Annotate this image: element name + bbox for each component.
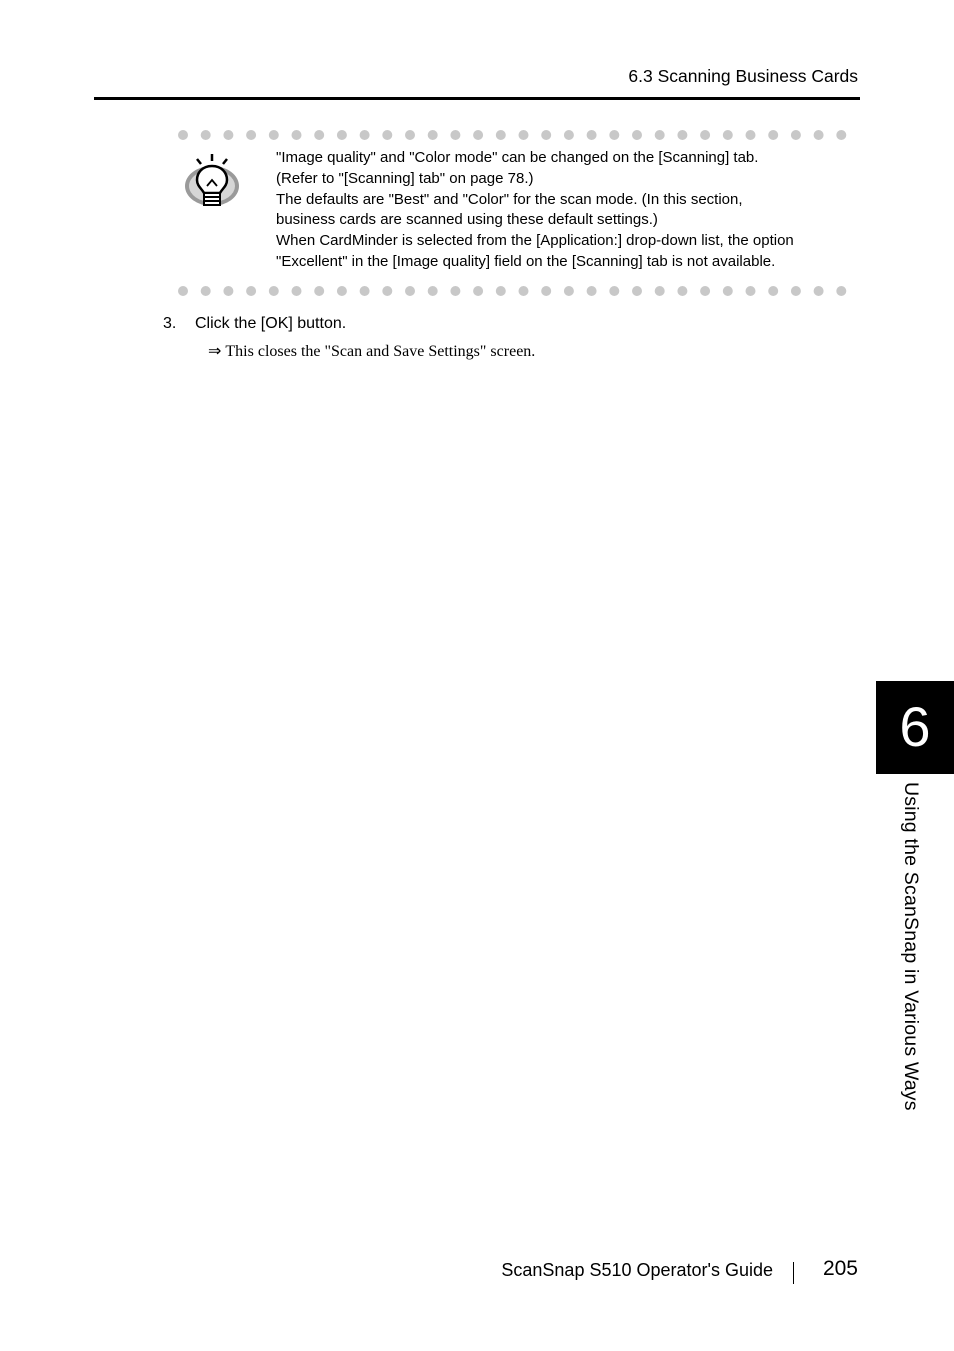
step-result xyxy=(208,341,535,361)
border-dot xyxy=(677,130,687,140)
border-dot xyxy=(314,286,324,296)
border-dot xyxy=(609,130,619,140)
border-dot xyxy=(632,130,642,140)
hint-text xyxy=(276,148,854,273)
border-dot xyxy=(405,130,415,140)
border-dot xyxy=(587,130,597,140)
page-number: 205 xyxy=(822,1257,858,1280)
border-dot xyxy=(337,286,347,296)
border-dot xyxy=(360,286,370,296)
border-dot xyxy=(836,130,846,140)
footer-guide-title: ScanSnap S510 Operator's Guide xyxy=(501,1260,773,1280)
border-dot xyxy=(496,130,506,140)
border-dot xyxy=(814,286,824,296)
border-dot xyxy=(337,130,347,140)
border-dot xyxy=(382,130,392,140)
border-dot xyxy=(246,130,256,140)
border-dot xyxy=(519,286,529,296)
border-dot xyxy=(655,286,665,296)
hint-line: "Excellent" in the [Image quality] field on the [Scanning] tab is not available. xyxy=(276,252,776,270)
border-dot xyxy=(360,130,370,140)
border-dot xyxy=(564,286,574,296)
step-3 xyxy=(163,315,346,333)
border-dot xyxy=(609,286,619,296)
hint-bottom-dotted-border xyxy=(178,285,853,297)
border-dot xyxy=(496,286,506,296)
border-dot xyxy=(814,130,824,140)
border-dot xyxy=(201,286,211,296)
border-dot xyxy=(223,130,233,140)
border-dot xyxy=(201,130,211,140)
border-dot xyxy=(723,130,733,140)
step-text: Click the [OK] button. xyxy=(195,315,347,332)
border-dot xyxy=(428,286,438,296)
border-dot xyxy=(450,286,460,296)
chapter-number: 6 xyxy=(899,695,931,758)
border-dot xyxy=(292,286,302,296)
hint-line: (Refer to "[Scanning] tab" on page 78.) xyxy=(276,169,534,187)
border-dot xyxy=(269,286,279,296)
border-dot xyxy=(519,130,529,140)
section-title: 6.3 Scanning Business Cards xyxy=(628,66,858,86)
border-dot xyxy=(292,130,302,140)
border-dot xyxy=(791,286,801,296)
border-dot xyxy=(564,130,574,140)
border-dot xyxy=(746,130,756,140)
hint-line: "Image quality" and "Color mode" can be changed on the [Scanning] tab. xyxy=(276,149,759,166)
hint-line: The defaults are "Best" and "Color" for the scan mode. (In this section, xyxy=(276,190,743,208)
border-dot xyxy=(246,286,256,296)
border-dot xyxy=(768,286,778,296)
hint-lightbulb-icon xyxy=(182,152,242,212)
border-dot xyxy=(700,286,710,296)
result-arrow-icon: ⇒ xyxy=(208,343,222,360)
header-rule xyxy=(94,97,860,100)
border-dot xyxy=(655,130,665,140)
border-dot xyxy=(223,286,233,296)
hint-top-dotted-border xyxy=(178,129,853,141)
border-dot xyxy=(768,130,778,140)
border-dot xyxy=(269,130,279,140)
border-dot xyxy=(791,130,801,140)
result-text: This closes the "Scan and Save Settings" screen. xyxy=(225,343,536,360)
step-number: 3. xyxy=(163,315,177,332)
border-dot xyxy=(473,286,483,296)
hint-line: When CardMinder is selected from the [Application:] drop-down list, the option xyxy=(276,232,794,250)
border-dot xyxy=(700,130,710,140)
chapter-title: Using the ScanSnap in Various Ways xyxy=(900,782,922,1111)
border-dot xyxy=(632,286,642,296)
border-dot xyxy=(587,286,597,296)
border-dot xyxy=(746,286,756,296)
border-dot xyxy=(450,130,460,140)
hint-line: business cards are scanned using these default settings.) xyxy=(276,211,658,229)
border-dot xyxy=(836,286,846,296)
border-dot xyxy=(428,130,438,140)
border-dot xyxy=(723,286,733,296)
border-dot xyxy=(541,286,551,296)
footer-separator xyxy=(793,1262,794,1284)
border-dot xyxy=(405,286,415,296)
border-dot xyxy=(541,130,551,140)
border-dot xyxy=(314,130,324,140)
chapter-tab xyxy=(876,681,954,774)
border-dot xyxy=(178,130,188,140)
border-dot xyxy=(473,130,483,140)
border-dot xyxy=(178,286,188,296)
border-dot xyxy=(382,286,392,296)
border-dot xyxy=(677,286,687,296)
